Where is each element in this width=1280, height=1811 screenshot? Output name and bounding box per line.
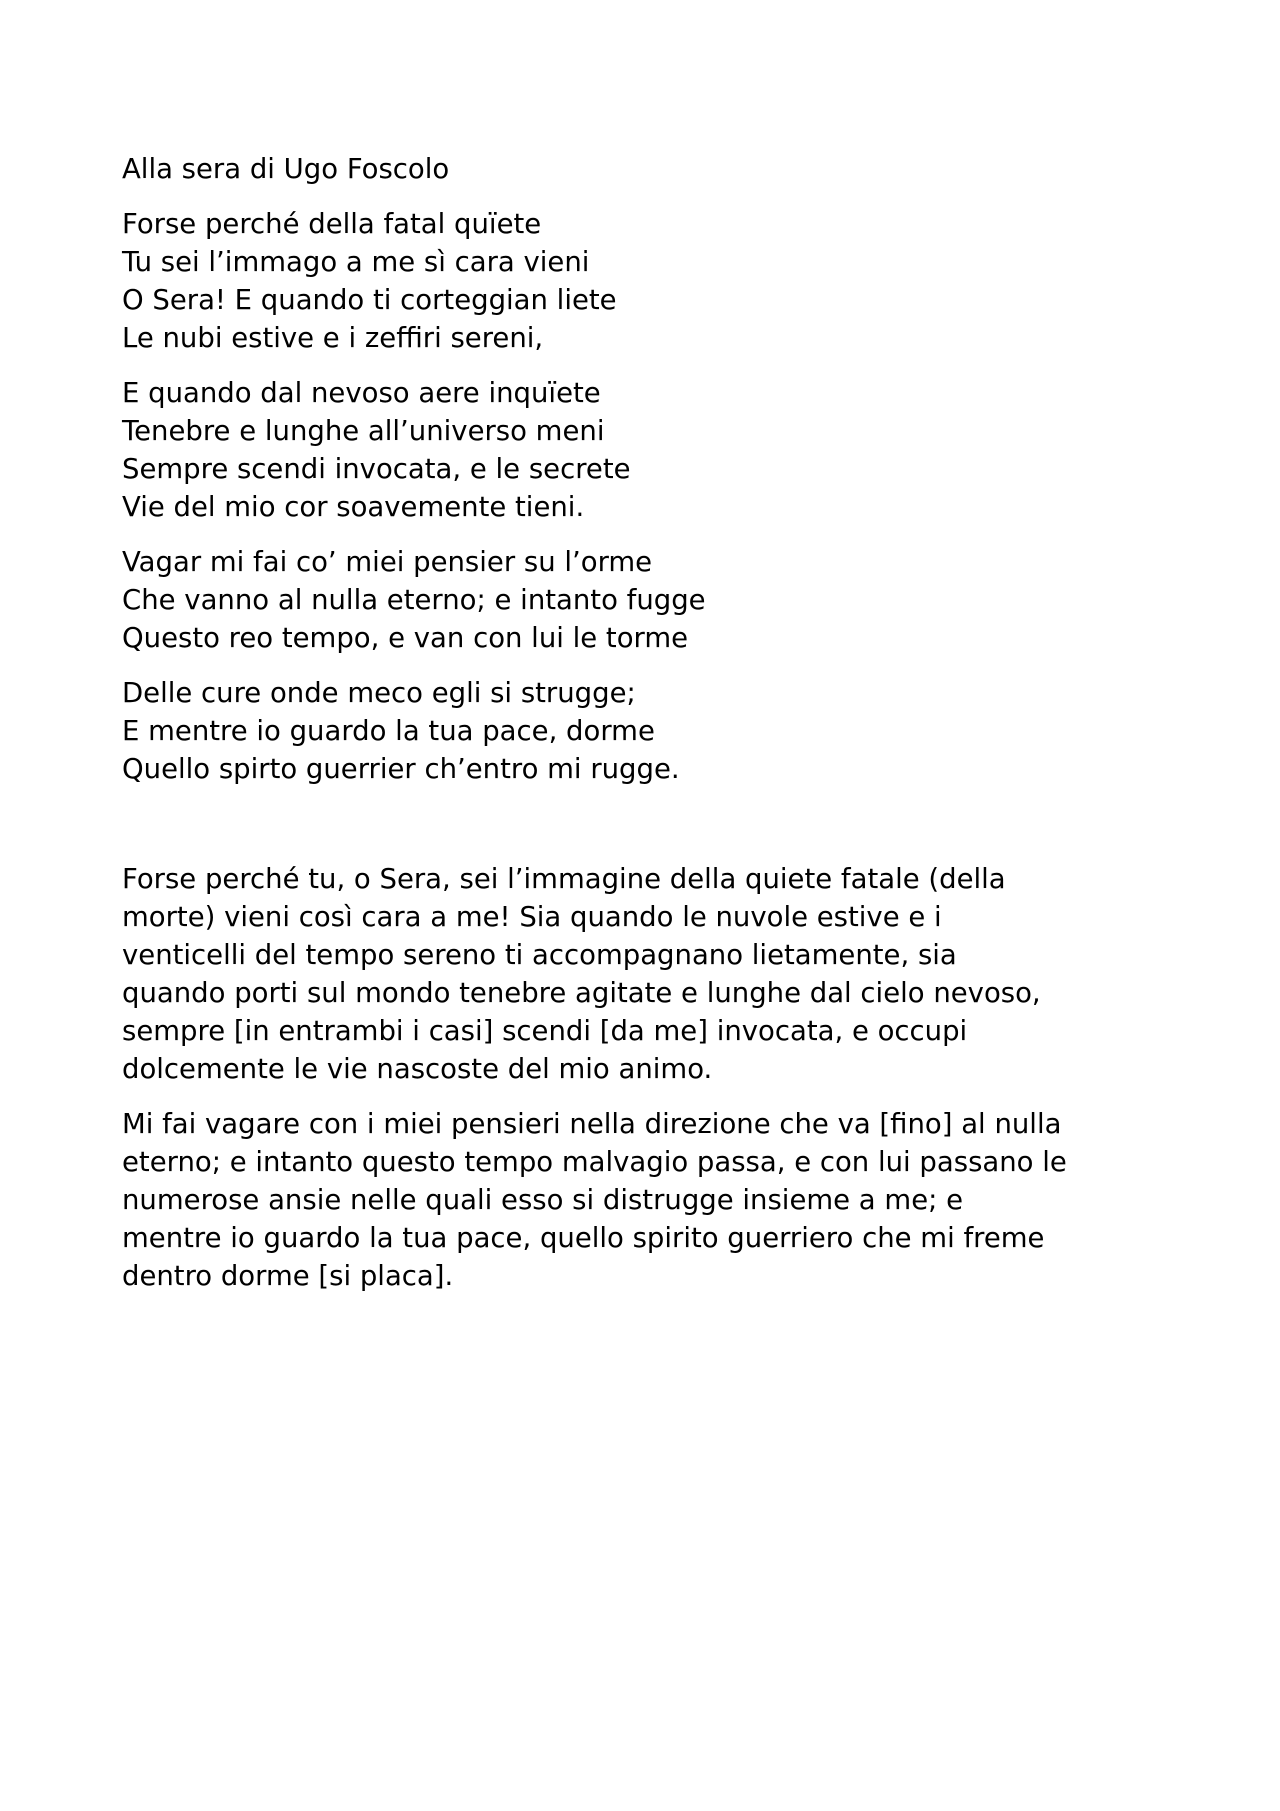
section-spacer (122, 805, 1182, 860)
paraphrase-paragraph-1 (122, 860, 1182, 1088)
paragraph-line: Mi fai vagare con i miei pensieri nella direzione che va [fino] al nulla (122, 1108, 1062, 1140)
document-page (122, 150, 1182, 1312)
paragraph-line: numerose ansie nelle quali esso si distrugge insieme a me; e (122, 1184, 964, 1216)
poem-line: Tenebre e lunghe all’universo meni (122, 415, 605, 447)
paragraph-line: morte) vieni così cara a me! Sia quando le nuvole estive e i (122, 901, 942, 933)
poem-line: Che vanno al nulla eterno; e intanto fugge (122, 584, 706, 616)
poem-line: Le nubi estive e i zeffiri sereni, (122, 322, 544, 354)
poem-line: E quando dal nevoso aere inquïete (122, 377, 601, 409)
poem-stanza-4 (122, 674, 1182, 788)
poem-line: Tu sei l’immago a me sì cara vieni (122, 246, 590, 278)
paragraph-line: mentre io guardo la tua pace, quello spirito guerriero che mi freme (122, 1222, 1045, 1254)
poem-line: E mentre io guardo la tua pace, dorme (122, 715, 655, 747)
poem-line: Quello spirto guerrier ch’entro mi rugge. (122, 753, 680, 785)
poem-title: Alla sera di Ugo Foscolo (122, 153, 450, 185)
poem-line: Vie del mio cor soavemente tieni. (122, 491, 585, 523)
paragraph-line: venticelli del tempo sereno ti accompagnano lietamente, sia (122, 939, 957, 971)
paragraph-line: Forse perché tu, o Sera, sei l’immagine della quiete fatale (della (122, 863, 1006, 895)
paraphrase-paragraph-2 (122, 1105, 1182, 1295)
poem-stanza-2 (122, 374, 1182, 526)
paragraph-line: quando porti sul mondo tenebre agitate e lunghe dal cielo nevoso, (122, 977, 1041, 1009)
paragraph-line: dentro dorme [si placa]. (122, 1260, 454, 1292)
poem-line: Sempre scendi invocata, e le secrete (122, 453, 631, 485)
poem-line: Questo reo tempo, e van con lui le torme (122, 622, 689, 654)
poem-line: O Sera! E quando ti corteggian liete (122, 284, 617, 316)
paragraph-line: sempre [in entrambi i casi] scendi [da me] invocata, e occupi (122, 1015, 968, 1047)
paragraph-line: eterno; e intanto questo tempo malvagio passa, e con lui passano le (122, 1146, 1067, 1178)
poem-line: Vagar mi fai co’ miei pensier su l’orme (122, 546, 653, 578)
poem-line: Forse perché della fatal quïete (122, 208, 542, 240)
poem-line: Delle cure onde meco egli si strugge; (122, 677, 636, 709)
poem-stanza-1 (122, 205, 1182, 357)
paragraph-line: dolcemente le vie nascoste del mio animo. (122, 1053, 713, 1085)
poem-stanza-3 (122, 543, 1182, 657)
